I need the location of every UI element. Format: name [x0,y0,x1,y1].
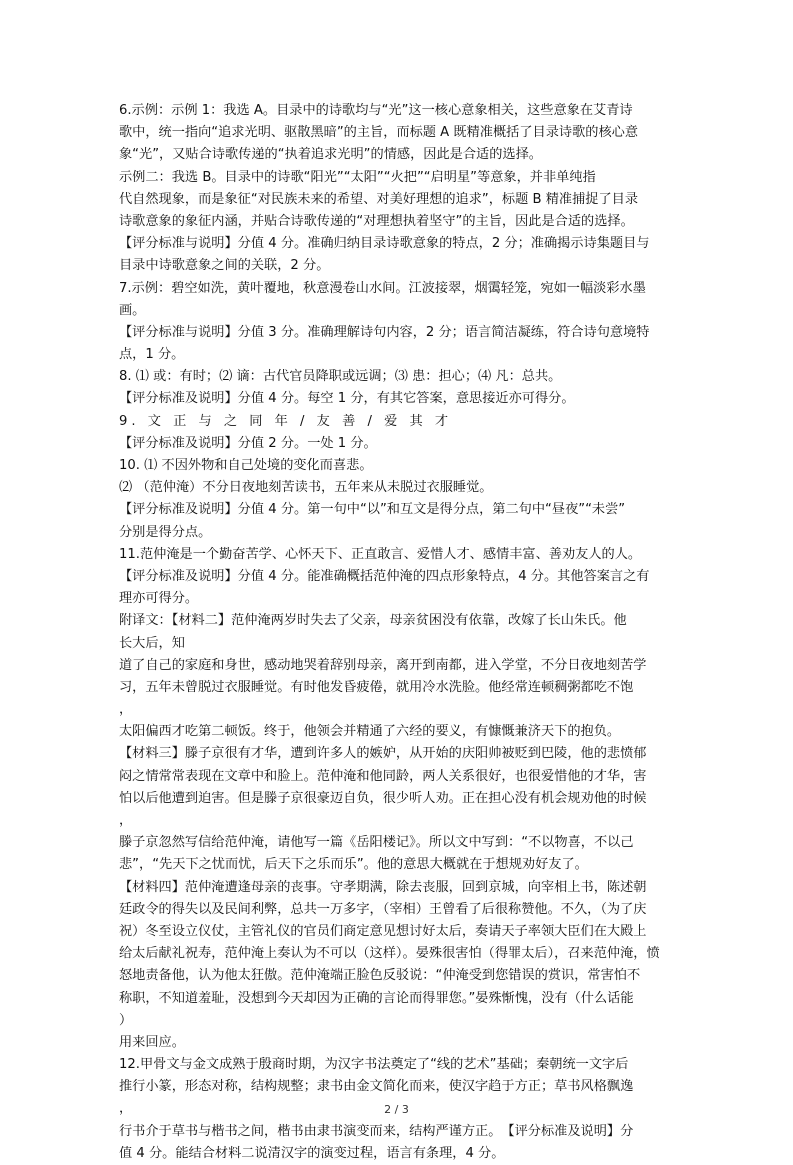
text-line: 滕子京忽然写信给范仲淹，请他写一篇《岳阳楼记》。所以文中写到：“不以物喜，不以己 [119,835,634,851]
text-line: 目录中诗歌意象之间的关联，2 分。 [119,258,330,274]
text-line: 称职，不知道羞耻，没想到今天却因为正确的言论而得罪您。”晏殊惭愧，没有（什么话能 [119,990,634,1006]
text-line: 画。 [119,302,146,318]
text-line: 怕以后他遭到迫害。但是滕子京很豪迈自负，很少听人劝。正在担心没有机会规劝他的时候 [119,790,647,806]
text-line: ， [119,813,133,828]
text-line: 象“光”，又贴合诗歌传递的“执着追求光明”的情感，因此是合适的选择。 [119,147,542,163]
text-line: ， [119,702,133,718]
text-line: 歌中，统一指向“追求光明、驱散黑暗”的主旨，而标题 A 既精准概括了目录诗歌的核心意 [119,125,639,141]
text-line: 推行小篆，形态对称，结构规整；隶书由金文简化而来，使汉字趋于方正；草书风格飘逸 [119,1079,634,1095]
text-line: 8. ⑴ 或：有时；⑵ 谪：古代官员降职或远调；⑶ 患：担心；⑷ 凡：总共。 [119,369,562,385]
page-number: 2 / 3 [384,1103,409,1116]
text-line: ） [119,1012,133,1028]
text-line: 廷政令的得失以及民间利弊，总共一万多字，（宰相）王曾看了后很称赞他。不久，（为了庆 [119,901,647,917]
text-line: 11.范仲淹是一个勤奋苦学、心怀天下、正直敢言、爱惜人才、感情丰富、善劝友人的人。 [119,546,642,562]
text-line: 【评分标准及说明】分值 4 分。能准确概括范仲淹的四点形象特点，4 分。其他答案言之有 [119,568,650,584]
text-line: 用来回应。 [119,1034,185,1050]
text-line: 悲”，“先天下之忧而忧，后天下之乐而乐”。他的意思大概就在于想规劝好友了。 [119,857,588,873]
text-line: 10. ⑴ 不因外物和自己处境的变化而喜悲。 [119,458,373,473]
text-line: 怒地责备他，认为他太狂傲。范仲淹端正脸色反驳说：“仲淹受到您错误的赏识，常害怕不 [119,968,641,984]
text-line: 9. 文 正 与 之 同 年 / 友 善 / 爱 其 才 [119,413,453,429]
text-line: 【材料四】范仲淹遭逢母亲的丧事。守孝期满，除去丧服，回到京城，向宰相上书，陈述朝 [119,879,647,895]
text-line: 【评分标准与说明】分值 4 分。准确归纳目录诗歌意象的特点，2 分；准确揭示诗集题目与 [119,236,650,252]
text-line: 值 4 分。能结合材料二说清汉字的演变过程，语言有条理，4 分。 [119,1145,505,1161]
text-line: 【评分标准及说明】分值 2 分。一处 1 分。 [119,435,377,451]
text-line: 给太后献礼祝寿，范仲淹上奏认为不可以（这样）。晏殊很害怕（得罪太后），召来范仲淹，愤 [119,946,660,962]
text-line: 道了自己的家庭和身世，感动地哭着辞别母亲，离开到南都，进入学堂，不分日夜地刻苦学 [119,657,647,673]
text-line: 【评分标准及说明】分值 4 分。每空 1 分，有其它答案，意思接近亦可得分。 [119,391,575,407]
text-line: ， [119,1101,133,1117]
answer-document [119,100,679,1165]
text-line: 长大后，知 [119,635,185,651]
text-line: 分别是得分点。 [119,524,212,540]
text-line: 【评分标准与说明】分值 3 分。准确理解诗句内容，2 分；语言简洁凝练，符合诗句意境特 [119,324,650,340]
text-line: 祝）冬至设立仪仗，主管礼仪的官员们商定意见想讨好太后，奏请天子率领大臣们在大殿上 [119,923,647,939]
text-line: 诗歌意象的象征内涵，并贴合诗歌传递的“对理想执着坚守”的主旨，因此是合适的选择。 [119,213,634,229]
text-line: 【材料三】滕子京很有才华，遭到许多人的嫉妒，从开始的庆阳帅被贬到巴陵，他的悲愤郁 [119,746,647,762]
text-line: 6.示例：示例 1：我选 A。目录中的诗歌均与“光”这一核心意象相关，这些意象在艾青诗 [119,103,633,118]
text-line: ⑵ （范仲淹）不分日夜地刻苦读书，五年来从未脱过衣服睡觉。 [119,480,493,496]
text-line: 7.示例：碧空如洗，黄叶覆地，秋意漫卷山水间。江波接翠，烟霭轻笼，宛如一幅淡彩水墨 [119,280,646,296]
text-line: 理亦可得分。 [119,591,199,607]
text-line: 闷之情常常表现在文章中和脸上。范仲淹和他同龄，两人关系很好，也很爱惜他的才华，害 [119,768,647,784]
text-line: 习，五年未曾脱过衣服睡觉。有时他发昏疲倦，就用冷水洗脸。他经常连顿稠粥都吃不饱 [119,679,634,695]
text-line: 点，1 分。 [119,347,185,363]
text-line: 【评分标准及说明】分值 4 分。第一句中“以”和互文是得分点，第二句中“昼夜”“未尝” [119,502,626,518]
text-line: 12.甲骨文与金文成熟于殷商时期，为汉字书法奠定了“线的艺术”基础；秦朝统一文字后 [119,1057,629,1073]
text-line: 太阳偏西才吃第二顿饭。终于，他领会并精通了六经的要义，有慷慨兼济天下的抱负。 [119,724,621,740]
text-line: 行书介于草书与楷书之间，楷书由隶书演变而来，结构严谨方正。 【评分标准及说明】分 [119,1123,634,1139]
text-line: 代自然现象，而是象征“对民族未来的希望、对美好理想的追求”，标题 B 精准捕捉了目录 [119,191,639,207]
text-line: 示例二：我选 B。目录中的诗歌“阳光”“太阳”“火把”“启明星”等意象，并非单纯指 [119,169,596,185]
text-line: 附译文：【材料二】范仲淹两岁时失去了父亲，母亲贫困没有依靠，改嫁了长山朱氏。他 [119,613,627,629]
